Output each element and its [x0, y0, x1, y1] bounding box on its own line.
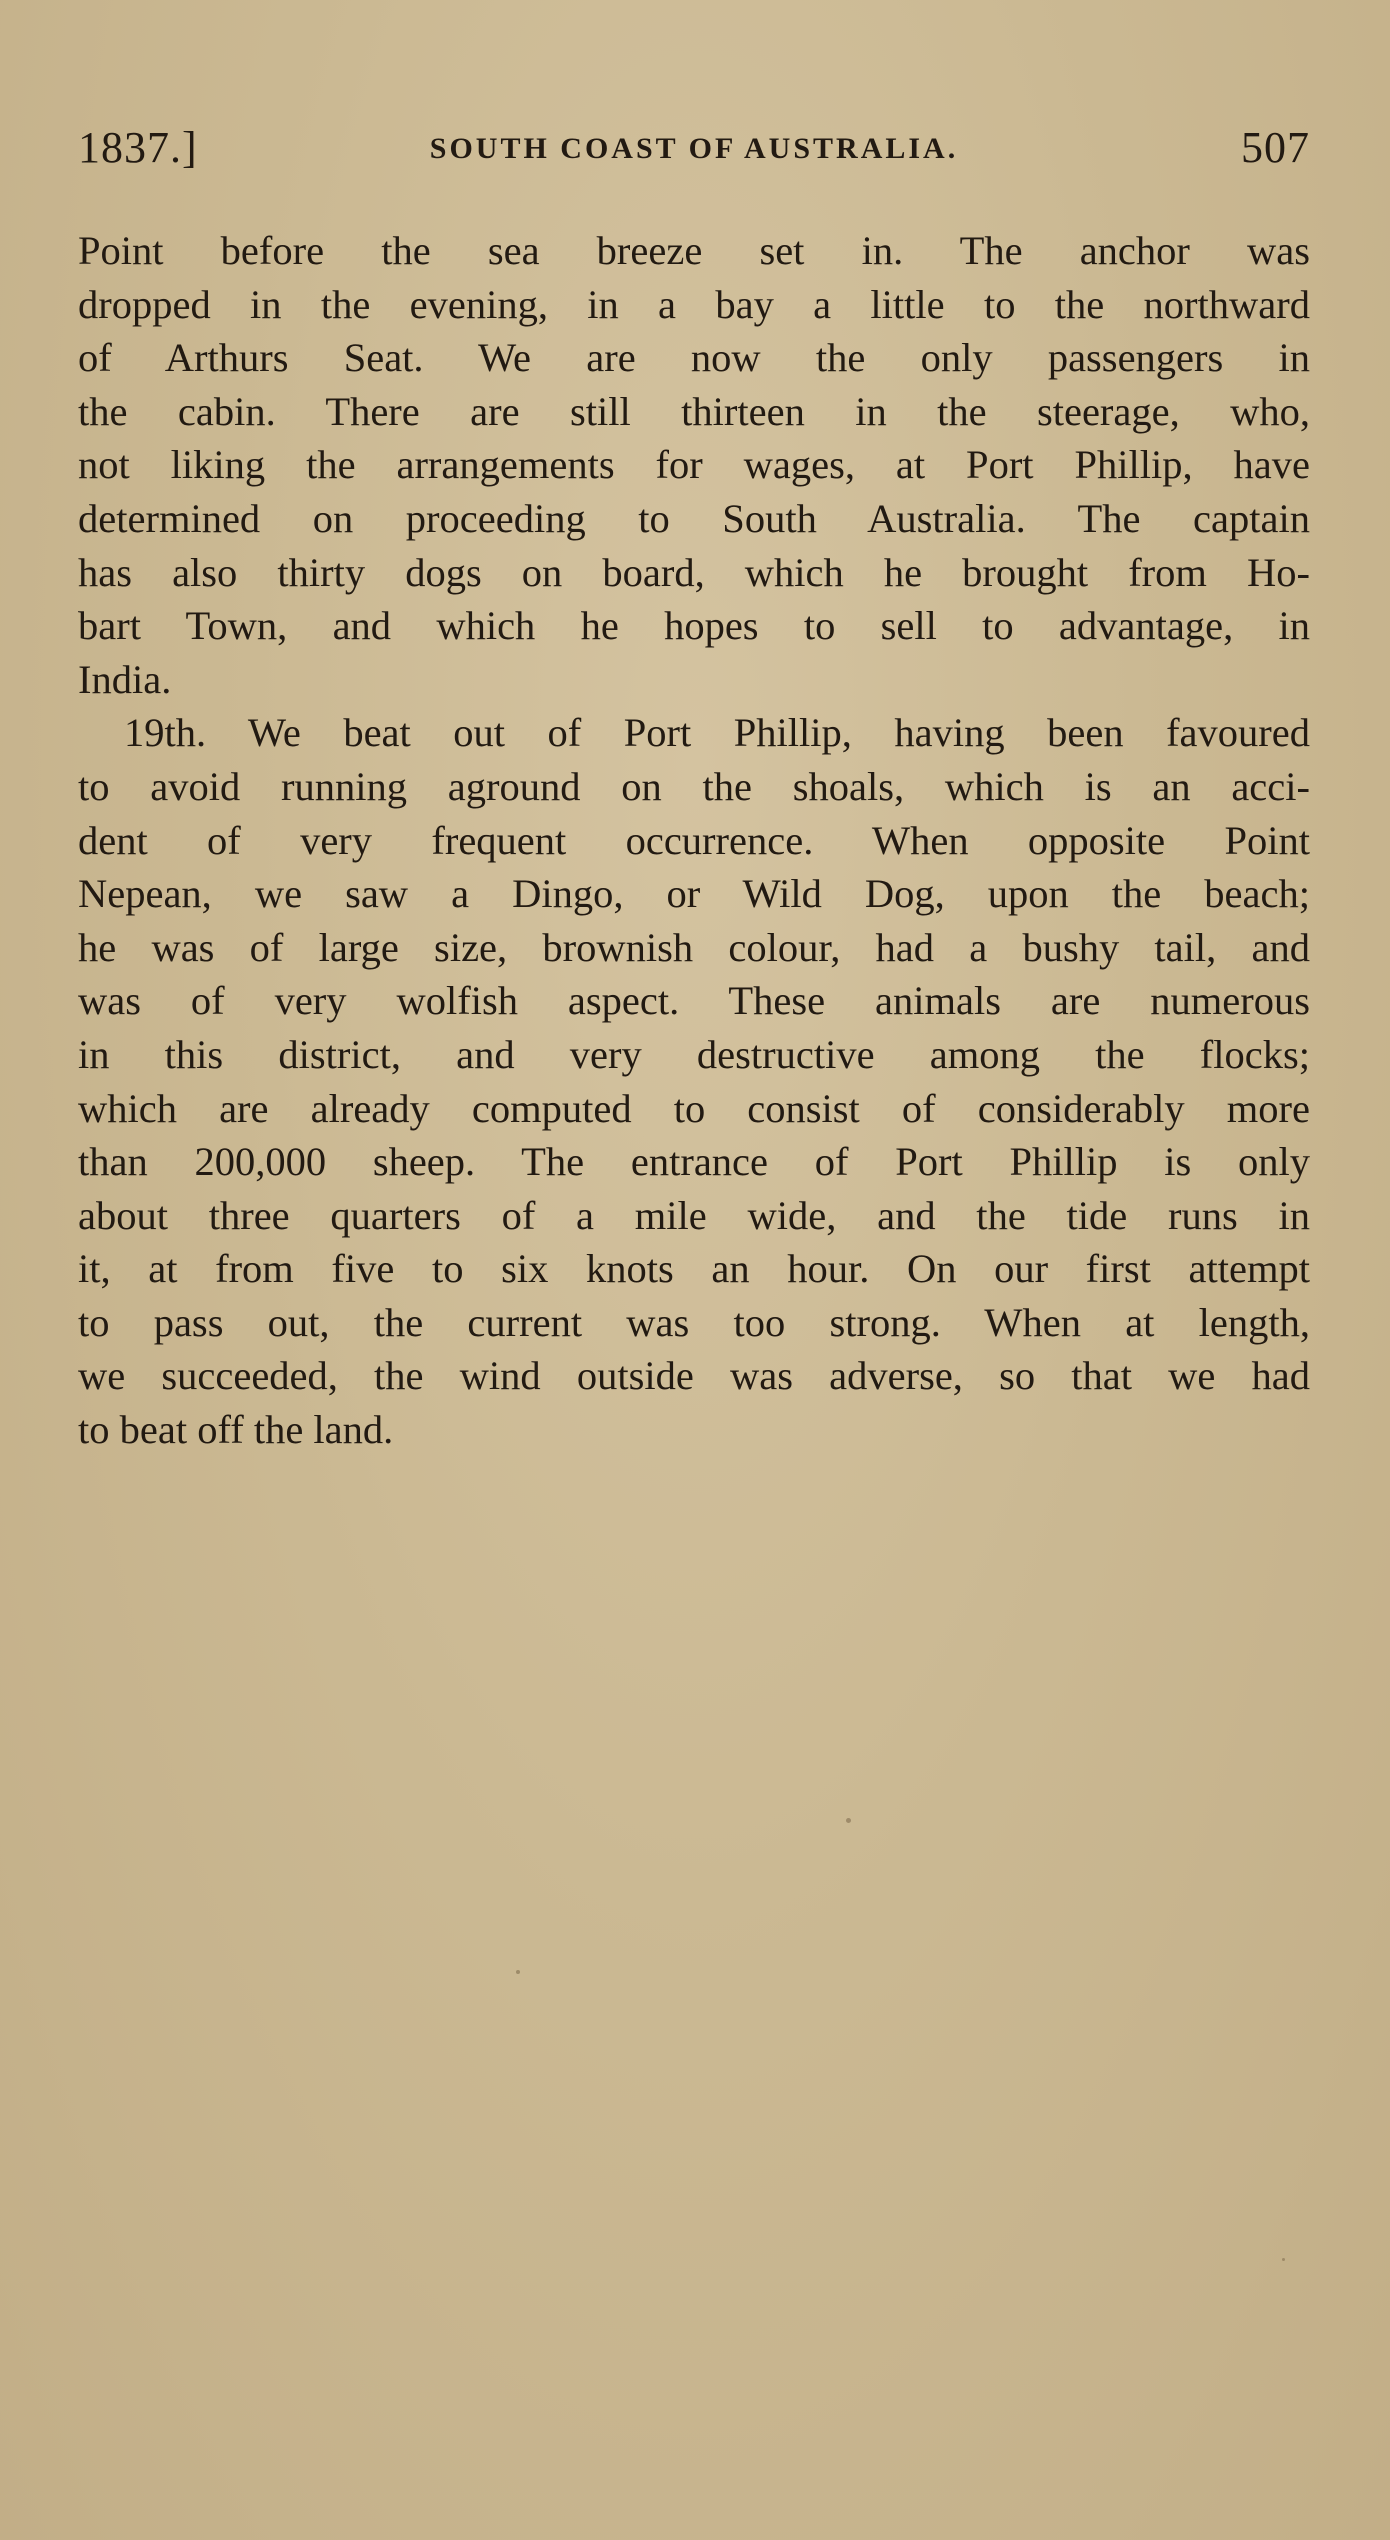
- text-line: than 200,000 sheep. The entrance of Port Phillip is only: [78, 1139, 1310, 1185]
- text-line: which are already computed to consist of considerably more: [78, 1085, 1310, 1131]
- text-line: to avoid running aground on the shoals, which is an acci-: [78, 763, 1310, 809]
- text-line: dropped in the evening, in a bay a little to the northward: [78, 281, 1310, 327]
- text-line: determined on proceeding to South Australia. The captain: [78, 495, 1310, 541]
- text-line: we succeeded, the wind outside was adverse, so that we had: [78, 1353, 1310, 1399]
- running-head: [78, 122, 1310, 182]
- running-head-year: 1837.]: [78, 123, 198, 172]
- paper-speck: [516, 1970, 520, 1974]
- body-text: [78, 224, 1310, 1457]
- text-line: to beat off the land.: [78, 1407, 394, 1453]
- text-line: has also thirty dogs on board, which he brought from Ho-: [78, 549, 1310, 595]
- text-line: he was of large size, brownish colour, had a bushy tail, and: [78, 924, 1310, 970]
- text-line: dent of very frequent occurrence. When opposite Point: [78, 817, 1310, 863]
- text-line: of Arthurs Seat. We are now the only passengers in: [78, 335, 1310, 381]
- text-line: about three quarters of a mile wide, and the tide runs in: [78, 1192, 1310, 1238]
- text-line: Point before the sea breeze set in. The anchor was: [78, 228, 1310, 273]
- text-line: it, at from five to six knots an hour. On our first attempt: [78, 1246, 1310, 1292]
- running-head-title: SOUTH COAST OF AUSTRALIA.: [429, 132, 959, 165]
- paper-speck: [1282, 2258, 1285, 2261]
- text-line: was of very wolfish aspect. These animals are numerous: [78, 978, 1310, 1024]
- text-line: bart Town, and which he hopes to sell to advantage, in: [78, 603, 1310, 649]
- page-number: 507: [1241, 123, 1310, 172]
- text-line: not liking the arrangements for wages, at Port Phillip, have: [78, 442, 1310, 488]
- text-line: in this district, and very destructive among the flocks;: [78, 1031, 1310, 1077]
- text-line: 19th. We beat out of Port Phillip, having been favoured: [124, 710, 1310, 756]
- paper-speck: [846, 1818, 851, 1823]
- text-line: the cabin. There are still thirteen in the steerage, who,: [78, 388, 1310, 434]
- text-line: Nepean, we saw a Dingo, or Wild Dog, upon the beach;: [78, 871, 1310, 917]
- text-line: to pass out, the current was too strong. When at length,: [78, 1299, 1310, 1345]
- text-line: India.: [78, 656, 172, 702]
